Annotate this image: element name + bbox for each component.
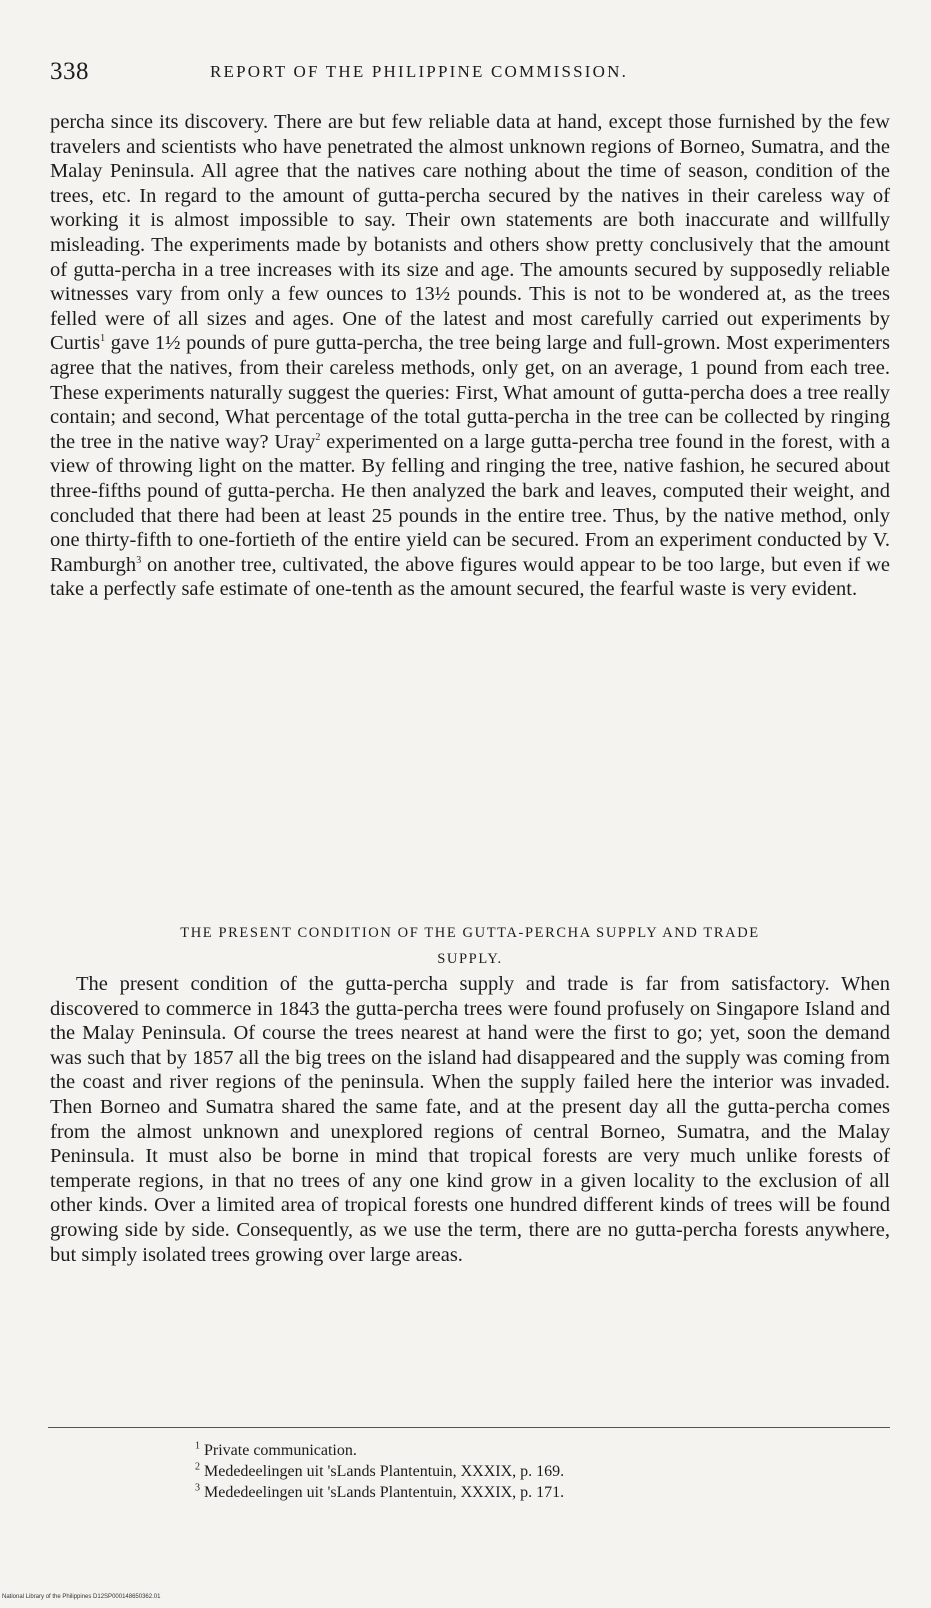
paragraph-segment: experimented on a large gutta-percha tree found in the forest, with a view of throwing light on the matter. By felling and ringing the tree, native fashion, he secured about three-fifths pound of gutta-percha. He then analyzed the bark and leaves, computed their weight, and concluded that there had been at least 25 pounds in the entire tree. Thus, by the native method, only one thirty-fifth to one-fortieth of the entire yield can be secured. From an experiment conducted by V. Ramburgh: [50, 430, 890, 576]
footnote-text: Mededeelingen uit 'sLands Plantentuin, XXXIX, p. 169.: [200, 1463, 565, 1480]
body-paragraph-1: [50, 110, 890, 602]
footnote-ref-3: 3: [136, 554, 142, 566]
section-heading-line: SUPPLY.: [437, 951, 503, 967]
footnote-ref-1: 1: [100, 333, 106, 345]
page-header: [50, 58, 890, 88]
footnote-1: [195, 1440, 835, 1461]
footnote-mark: 1: [195, 1440, 200, 1452]
footnote-divider: [48, 1427, 890, 1428]
page-number: 338: [50, 58, 89, 85]
body-paragraph-2: [50, 972, 890, 1267]
footnote-mark: 3: [195, 1482, 200, 1494]
paragraph-text: [50, 110, 890, 602]
section-heading: [50, 920, 890, 972]
footnote-mark: 2: [195, 1461, 200, 1473]
digitizer-credit: National Library of the Philippines D12SP000148650362.01: [2, 1594, 161, 1600]
footnote-2: [195, 1461, 835, 1482]
footnote-text: Private communication.: [200, 1442, 357, 1459]
paragraph-segment: on another tree, cultivated, the above figures would appear to be too large, but even if we take a perfectly safe estimate of one-tenth as the amount secured, the fearful waste is very evident.: [50, 553, 890, 601]
footnote-ref-2: 2: [315, 431, 321, 443]
running-head: REPORT OF THE PHILIPPINE COMMISSION.: [210, 62, 629, 81]
paragraph-segment: gave 1½ pounds of pure gutta-percha, the tree being large and full-grown. Most experimenters agree that the natives, from their careless methods, only get, on an average, 1 pound from each tree. These experiments naturally suggest the queries: First, What amount of gutta-percha does a tree really contain; and second, What percentage of the total gutta-percha in the tree can be collected by ringing the tree in the native way? Uray: [50, 332, 890, 453]
footnote-3: [195, 1482, 835, 1503]
paragraph-text: The present condition of the gutta-percha supply and trade is far from satisfactory. When discovered to commerce in 1843 the gutta-percha trees were found profusely on Singapore Island and the Malay Peninsula. Of course the trees nearest at hand were the first to go; yet, soon the demand was such that by 1857 all the big trees on the island had disappeared and the supply was coming from the coast and river regions of the peninsula. When the supply failed here the interior was invaded. Then Borneo and Sumatra shared the same fate, and at the present day all the gutta-percha comes from the almost unknown and unexplored regions of central Borneo, Sumatra, and the Malay Peninsula. It must also be borne in mind that tropical forests are very much unlike forests of temperate regions, in that no trees of any one kind grow in a given locality to the exclusion of all other kinds. Over a limited area of tropical forests one hundred different kinds of trees will be found growing side by side. Consequently, as we use the term, there are no gutta-percha forests anywhere, but simply isolated trees growing over large areas.: [50, 973, 890, 1266]
footnotes: [195, 1440, 835, 1503]
paragraph-segment: percha since its discovery. There are but few reliable data at hand, except those furnished by the few travelers and scientists who have penetrated the almost unknown regions of Borneo, Sumatra, and the Malay Peninsula. All agree that the natives care nothing about the time of season, condition of the trees, etc. In regard to the amount of gutta-percha secured by the natives in their careless way of working it is almost impossible to say. Their own statements are both inaccurate and willfully misleading. The experiments made by botanists and others show pretty conclusively that the amount of gutta-percha in a tree increases with its size and age. The amounts secured by supposedly reliable witnesses vary from only a few ounces to 13½ pounds. This is not to be wondered at, as the trees felled were of all sizes and ages. One of the latest and most carefully carried out experiments by Curtis: [50, 111, 890, 355]
section-heading-line: THE PRESENT CONDITION OF THE GUTTA-PERCHA SUPPLY AND TRADE: [180, 925, 760, 941]
footnote-text: Mededeelingen uit 'sLands Plantentuin, XXXIX, p. 171.: [200, 1484, 565, 1501]
